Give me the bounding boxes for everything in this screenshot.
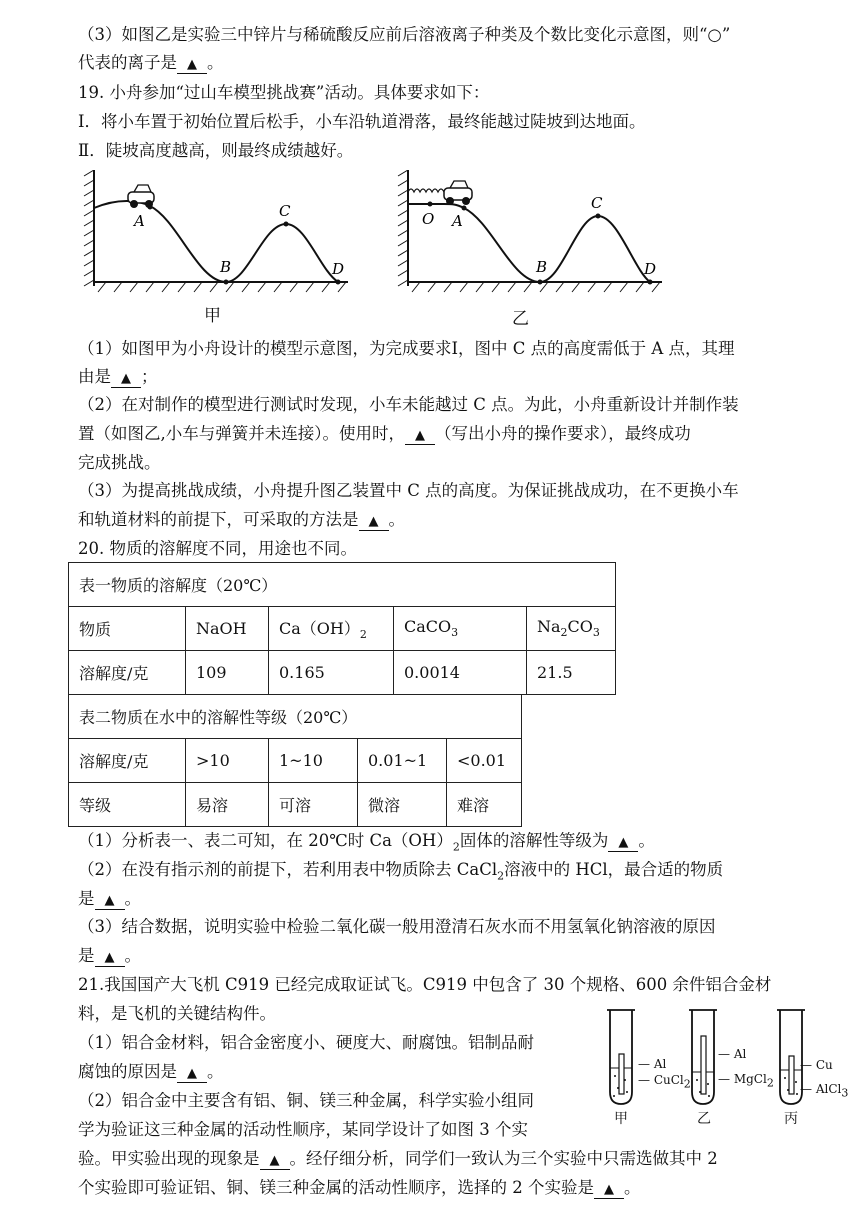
q21-2-prompt-2: 个实验即可验证铝、铜、镁三种金属的活动性顺序，选择的 2 个实验是 [78, 1178, 594, 1197]
car-icon [444, 181, 472, 205]
solubility-table-1 [68, 562, 616, 695]
table-cell: 易溶 [186, 783, 269, 827]
table-cell: 物质 [69, 607, 186, 651]
tube-yi-metal-label: — Al [718, 1047, 747, 1061]
point-a-label: A [452, 212, 463, 230]
q21-2-line2: 学为验证这三种金属的活动性顺序，某同学设计了如图 3 个实 [78, 1120, 528, 1139]
answer-blank[interactable]: ▲ [594, 1182, 624, 1199]
solubility-table-2 [68, 694, 522, 827]
q19-2-prompt-tail: （写出小舟的操作要求），最终成功 [435, 424, 691, 443]
q19-2-line2 [78, 423, 691, 445]
table2-title: 表二物质在水中的溶解性等级（20℃） [69, 695, 522, 739]
q20-1-tail: 。 [638, 831, 655, 850]
answer-blank[interactable]: ▲ [111, 371, 141, 388]
figure-yi-label: 乙 [512, 309, 529, 329]
q20-1-prompt-tail: 固体的溶解性等级为 [459, 831, 609, 850]
q19-3-line2 [78, 509, 405, 531]
table-cell: $Ca(OH)_2$ [269, 607, 394, 651]
answer-blank[interactable]: ▲ [95, 893, 125, 910]
table-cell: >10 [186, 739, 269, 783]
table-cell: 可溶 [269, 783, 358, 827]
answer-blank[interactable]: ▲ [405, 428, 435, 445]
answer-blank[interactable]: ▲ [608, 835, 638, 852]
q19-requirement-1: Ⅰ．将小车置于初始位置后松手，小车沿轨道滑落，最终能越过陡坡到达地面。 [78, 112, 646, 131]
q18-3-line1: （3）如图乙是实验三中锌片与稀硫酸反应前后溶液离子种类及个数比变化示意图，则“○” [78, 25, 731, 44]
tube-yi-solution-label: — MgCl$_2$ [718, 1072, 774, 1090]
roller-coaster-figure-yi [392, 170, 682, 300]
tube-jia-caption: 甲 [614, 1111, 628, 1127]
q20-1-prompt: （1）分析表一、表二可知，在 20℃时 Ca（OH） [78, 831, 453, 850]
point-c-label: C [279, 202, 291, 220]
q19-3-prompt: 和轨道材料的前提下，可采取的方法是 [78, 510, 359, 529]
table1-title: 表一物质的溶解度（20℃） [69, 563, 616, 607]
tube-yi-caption: 乙 [697, 1111, 711, 1127]
q19-2-line1: （2）在对制作的模型进行测试时发现，小车未能越过 C 点。为此，小舟重新设计并制作装 [78, 395, 739, 414]
table-cell: 0.01~1 [358, 739, 447, 783]
q21-1-line2 [78, 1061, 224, 1083]
q21-2-prompt: 验。甲实验出现的现象是 [78, 1149, 260, 1168]
table-cell: NaOH [186, 607, 269, 651]
table-cell: 21.5 [527, 651, 616, 695]
point-d-label: D [332, 260, 345, 278]
q21-line2: 料，是飞机的关键结构件。 [78, 1004, 276, 1023]
point-d-label: D [644, 260, 657, 278]
q21-2-line4 [78, 1177, 641, 1199]
q19-requirement-2: Ⅱ．陡坡高度越高，则最终成绩越好。 [78, 141, 354, 160]
answer-blank[interactable]: ▲ [177, 1066, 207, 1083]
q20-2-line2 [78, 888, 141, 910]
tube-bing-solution-label: — AlCl$_3$ [800, 1082, 849, 1100]
q20-2-prompt-tail: 溶液中的 HCl，最合适的物质 [504, 860, 724, 879]
table-cell: <0.01 [447, 739, 522, 783]
q21-2-line3 [78, 1148, 718, 1170]
q20-2-prompt: （2）在没有指示剂的前提下，若利用表中物质除去 CaCl [78, 860, 498, 879]
q21-line1: 21.我国国产大飞机 C919 已经完成取证试飞。C919 中包含了 30 个规格、600 余件铝合金材 [78, 975, 772, 994]
tube-bing-metal-label: — Cu [800, 1058, 833, 1072]
q21-1-line1: （1）铝合金材料，铝合金密度小、硬度大、耐腐蚀。铝制品耐 [78, 1033, 534, 1052]
q19-intro: 19. 小舟参加“过山车模型挑战赛”活动。具体要求如下： [78, 83, 490, 102]
answer-blank[interactable]: ▲ [177, 57, 207, 74]
q19-3-tail: 。 [388, 510, 405, 529]
q21-1-tail: 。 [207, 1062, 224, 1081]
q20-2-is: 是 [78, 889, 95, 908]
q21-1-prompt: 腐蚀的原因是 [78, 1062, 177, 1081]
table-cell: 微溶 [358, 783, 447, 827]
table-cell: 1~10 [269, 739, 358, 783]
q20-3-tail: 。 [124, 946, 141, 965]
q18-3-tail: 。 [207, 53, 224, 72]
q20-3-line1: （3）结合数据，说明实验中检验二氧化碳一般用澄清石灰水而不用氢氧化钠溶液的原因 [78, 917, 716, 936]
q19-2-prompt: 置（如图乙,小车与弹簧并未连接）。使用时， [78, 424, 405, 443]
roller-coaster-figure-jia [78, 170, 368, 300]
point-c-label: C [591, 194, 603, 212]
q19-1-tail: ； [141, 367, 158, 386]
q20-intro: 20. 物质的溶解度不同，用途也不同。 [78, 539, 357, 558]
q20-3-line2 [78, 945, 141, 967]
figure-jia-label: 甲 [204, 306, 221, 326]
point-o-label: O [422, 210, 435, 228]
table-cell: CaCO$_3$ [394, 607, 527, 651]
point-b-label: B [536, 258, 548, 276]
spring-icon [408, 189, 444, 192]
q20-2-line1: （2）在没有指示剂的前提下，若利用表中物质除去 CaCl$_2$溶液中的 HCl，最合适的物质 [78, 860, 724, 883]
q19-1-line1: （1）如图甲为小舟设计的模型示意图，为完成要求Ⅰ，图中 C 点的高度需低于 A 点，其理 [78, 339, 735, 358]
tube-bing-caption: 丙 [784, 1111, 798, 1127]
tube-jia-solution-label: — CuCl$_2$ [638, 1073, 691, 1091]
table-cell: $Na_2CO_3$ [527, 607, 616, 651]
answer-blank[interactable]: ▲ [359, 514, 389, 531]
q20-2-tail: 。 [124, 889, 141, 908]
q18-3-prompt: 代表的离子是 [78, 53, 177, 72]
q20-3-is: 是 [78, 946, 95, 965]
q19-1-prompt: 由是 [78, 367, 111, 386]
answer-blank[interactable]: ▲ [95, 950, 125, 967]
table-cell: 109 [186, 651, 269, 695]
q21-2-tail: 。 [624, 1178, 641, 1197]
q20-1-line: （1）分析表一、表二可知，在 20℃时 $Ca(OH)_2$固体的溶解性等级为 ▲ 。 [78, 831, 655, 854]
table-cell: 等级 [69, 783, 186, 827]
table-cell: 溶解度/克 [69, 651, 186, 695]
test-tube-jia [606, 1008, 636, 1108]
table-cell: 0.0014 [394, 651, 527, 695]
table-cell: 难溶 [447, 783, 522, 827]
test-tube-yi [688, 1008, 718, 1108]
q19-2-line3: 完成挑战。 [78, 453, 161, 472]
tube-jia-metal-label: — Al [638, 1057, 667, 1071]
q19-3-line1: （3）为提高挑战成绩，小舟提升图乙装置中 C 点的高度。为保证挑战成功，在不更换小车 [78, 481, 739, 500]
table-cell: 溶解度/克 [69, 739, 186, 783]
point-a-label: A [134, 212, 145, 230]
answer-blank[interactable]: ▲ [260, 1153, 290, 1170]
q19-1-line2 [78, 366, 158, 388]
q18-3-line2 [78, 52, 224, 74]
table-cell: 0.165 [269, 651, 394, 695]
point-b-label: B [220, 258, 232, 276]
q21-2-prompt-tail: 。经仔细分析，同学们一致认为三个实验中只需选做其中 2 [289, 1149, 718, 1168]
q21-2-line1: （2）铝合金中主要含有铝、铜、镁三种金属，科学实验小组同 [78, 1091, 534, 1110]
